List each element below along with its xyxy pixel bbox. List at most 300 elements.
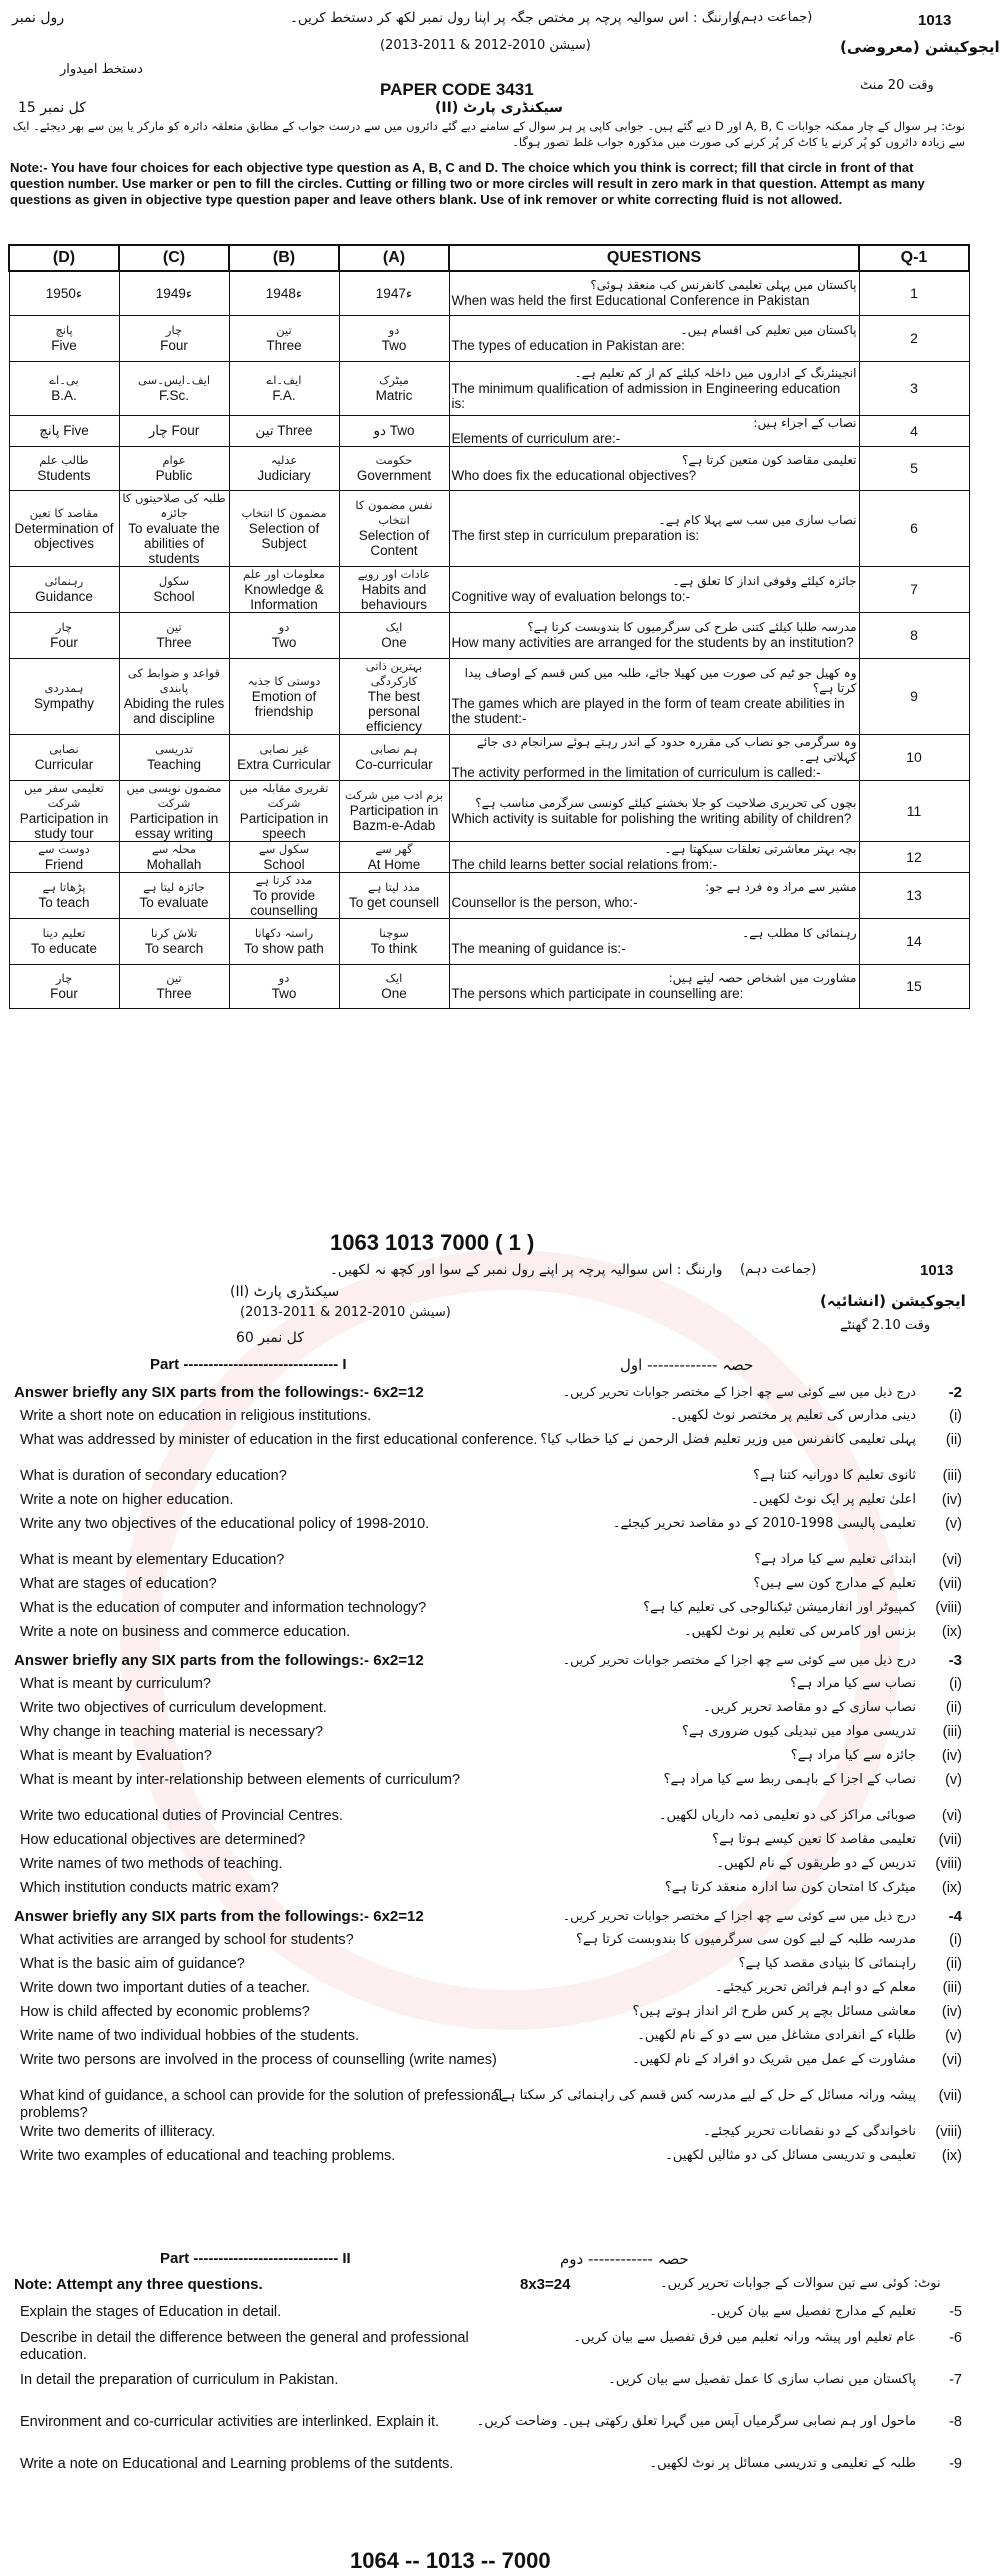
option-english: To get counsell — [348, 895, 440, 910]
question-english: When was held the first Educational Conference in Pakistan — [451, 293, 810, 309]
short-question — [0, 2028, 976, 2050]
question-english: Write name of two individual hobbies of the students. — [20, 2028, 360, 2044]
option-urdu: عوام — [162, 453, 186, 467]
short-question — [0, 2148, 976, 2170]
question-number: -6 — [949, 2330, 962, 2346]
short-question — [0, 1724, 976, 1746]
question-cell — [449, 872, 859, 918]
question-number: -9 — [949, 2456, 962, 2472]
question-urdu: اعلیٰ تعلیم پر ایک نوٹ لکھیں۔ — [751, 1492, 916, 1507]
question-english: Explain the stages of Education in detail. — [20, 2304, 282, 2320]
option-english: Three — [156, 635, 192, 650]
option-a — [339, 566, 449, 612]
option-english: Judiciary — [257, 468, 311, 483]
option-english: To show path — [244, 941, 324, 956]
question-english: What is duration of secondary education? — [20, 1468, 287, 1484]
option-d — [9, 415, 119, 446]
option-b — [229, 446, 339, 490]
short-question — [0, 1600, 976, 1622]
option-b — [229, 361, 339, 415]
paper-code: PAPER CODE 3431 — [380, 80, 534, 99]
question-number: 7 — [859, 566, 969, 612]
question-english: Which activity is suitable for polishing the writing ability of children? — [451, 810, 852, 826]
roman-number: (iii) — [942, 1468, 962, 1484]
option-english: Selection of Subject — [248, 520, 320, 551]
short-question — [0, 1576, 976, 1598]
question-english: Who does fix the educational objectives? — [451, 468, 697, 483]
option-a — [339, 361, 449, 415]
option-urdu: حکومت — [375, 453, 413, 467]
question-number: 15 — [859, 964, 969, 1008]
roman-number: (ix) — [941, 1880, 962, 1896]
question-number: 3 — [859, 361, 969, 415]
option-urdu: جائزہ لیتا ہے — [143, 880, 205, 894]
option-a — [339, 734, 449, 780]
option-b — [229, 315, 339, 361]
mcq-row — [9, 734, 969, 780]
question-urdu: مشاورت کے عمل میں شریک دو افراد کے نام لکھیں۔ — [631, 2052, 916, 2067]
section-title-urdu: درج ذیل میں سے کوئی سے چھ اجزا کے مختصر جوابات تحریر کریں۔ — [562, 1908, 916, 1923]
question-number: 10 — [859, 734, 969, 780]
option-a — [339, 872, 449, 918]
option-urdu: تین — [166, 620, 182, 634]
question-urdu: انجینئرنگ کے اداروں میں داخلہ کیلئے کم از کم تعلیم ہے۔ — [574, 365, 857, 380]
option-english: Students — [37, 468, 91, 483]
option-urdu: بزم ادب میں شرکت — [345, 788, 443, 802]
mcq-header-row — [9, 245, 969, 271]
header-questions: QUESTIONS — [449, 245, 859, 271]
short-question — [0, 2088, 976, 2121]
question-urdu: نصاب سے کیا مراد ہے؟ — [790, 1676, 916, 1691]
option-b — [229, 612, 339, 658]
question-urdu: ماحول اور ہم نصابی سرگرمیاں آپس میں گہرا تعلق رکھتی ہیں۔ وضاحت کریں۔ — [476, 2414, 916, 2429]
option-urdu: بہترین ذاتی کارکردگی — [365, 658, 423, 688]
option-text: 1948ء — [265, 285, 303, 301]
option-c — [119, 361, 229, 415]
question-urdu: تعلیمی پالیسی 1998-2010 کے دو مقاصد تحریر کیجئے۔ — [612, 1516, 916, 1531]
option-urdu: راستہ دکھانا — [254, 926, 314, 940]
option-urdu: دو — [278, 620, 290, 634]
question-english: Write any two objectives of the educational policy of 1998-2010. — [20, 1516, 430, 1532]
option-d — [9, 780, 119, 841]
question-english: Write two objectives of curriculum development. — [20, 1700, 327, 1716]
option-urdu: دوستی کا جذبہ — [247, 673, 321, 688]
question-english: The child learns better social relations from:- — [451, 856, 718, 872]
option-a — [339, 315, 449, 361]
option-english: Sympathy — [33, 696, 95, 711]
option-english: Teaching — [146, 757, 202, 772]
question-cell — [449, 841, 859, 872]
option-english: Participation in essay writing — [129, 810, 219, 841]
mcq-row — [9, 872, 969, 918]
question-english: What is meant by inter-relationship between elements of curriculum? — [20, 1772, 461, 1788]
option-c — [119, 612, 229, 658]
question-english: Write two persons are involved in the process of counselling (write names) — [20, 2052, 497, 2068]
header-d: (D) — [9, 245, 119, 271]
question-urdu: پیشہ ورانہ مسائل کے حل کے لیے مدرسہ کس قسم کی راہنمائی کر سکتا ہے؟ — [493, 2088, 916, 2103]
question-number: 4 — [859, 415, 969, 446]
question-urdu: نصاب سازی میں سب سے پہلا کام ہے۔ — [658, 513, 857, 527]
option-english: School — [153, 589, 195, 604]
question-english: In detail the preparation of curriculum in Pakistan. — [20, 2372, 339, 2388]
question-cell — [449, 918, 859, 964]
short-question — [0, 1408, 976, 1430]
option-urdu: سوچنا — [379, 926, 409, 940]
question-urdu: بزنس اور کامرس کی تعلیم پر نوٹ لکھیں۔ — [684, 1624, 916, 1639]
option-d — [9, 658, 119, 734]
option-urdu: تعلیمی سفر میں شرکت — [24, 780, 104, 810]
option-urdu: طلبہ کی صلاحیتوں کا جائزہ — [122, 490, 226, 520]
option-urdu: تلاش کرنا — [150, 926, 198, 940]
question-urdu: عام تعلیم اور پیشہ ورانہ تعلیم میں فرق تفصیل سے بیان کریں۔ — [573, 2330, 916, 2345]
question-urdu: راہنمائی کا بنیادی مقصد کیا ہے؟ — [738, 1956, 916, 1971]
roman-number: (vii) — [938, 2088, 962, 2104]
roman-number: (viii) — [935, 1856, 962, 1872]
roman-number: (iv) — [941, 1492, 962, 1508]
option-urdu: تعلیم دینا — [42, 926, 86, 940]
question-urdu: ابتدائی تعلیم سے کیا مراد ہے؟ — [754, 1552, 916, 1567]
section-title: Answer briefly any SIX parts from the followings:- 6x2=12 — [14, 1652, 424, 1669]
part2-heading: Part ----------------------------- II — [160, 2250, 351, 2267]
question-urdu: بچہ بہتر معاشرتی تعلقات سیکھتا ہے۔ — [664, 841, 857, 856]
roman-number: (v) — [945, 2028, 962, 2044]
option-english: Four — [160, 338, 188, 353]
option-b — [229, 734, 339, 780]
paper2-marks: کل نمبر 60 — [236, 1330, 304, 1346]
option-english: To teach — [38, 895, 90, 910]
paper2-code: 1013 — [920, 1262, 954, 1279]
question-english: How educational objectives are determined? — [20, 1832, 306, 1848]
option-d — [9, 446, 119, 490]
option-english: F.A. — [272, 388, 296, 403]
option-english: F.Sc. — [158, 388, 189, 403]
option-text: 1949ء — [155, 285, 193, 301]
option-c — [119, 315, 229, 361]
option-urdu: ہمدردی — [44, 681, 84, 695]
mcq-row — [9, 361, 969, 415]
mcq-row — [9, 612, 969, 658]
option-d — [9, 964, 119, 1008]
part1-heading: Part ------------------------------- I — [150, 1356, 347, 1373]
question-english: Write a short note on education in religious institutions. — [20, 1408, 372, 1424]
question-english: What is meant by Evaluation? — [20, 1748, 212, 1764]
option-c — [119, 490, 229, 566]
option-urdu: عادات اور رویے — [357, 566, 431, 581]
option-english: Three — [266, 338, 302, 353]
question-english: Write two examples of educational and teaching problems. — [20, 2148, 396, 2164]
option-d — [9, 918, 119, 964]
paper2-part-label: سیکنڈری پارٹ (II) — [230, 1284, 340, 1300]
part2-marks: 8x3=24 — [520, 2276, 571, 2293]
part2-heading-urdu: حصہ ------------ دوم — [560, 2250, 689, 2268]
question-urdu: جائزہ سے کیا مراد ہے؟ — [790, 1748, 916, 1763]
question-cell — [449, 415, 859, 446]
option-english: Public — [155, 468, 193, 483]
option-urdu: مقاصد کا تعین — [29, 505, 99, 520]
question-urdu: نصاب کے اجزاء ہیں: — [753, 415, 857, 430]
option-urdu: تقریری مقابلہ میں شرکت — [239, 780, 329, 810]
roman-number: (vi) — [941, 2052, 962, 2068]
option-urdu: قواعد و ضوابط کی پابندی — [127, 666, 221, 695]
option-d — [9, 490, 119, 566]
paper1-class: (جماعت دہم) — [736, 10, 813, 25]
option-english: One — [381, 635, 407, 650]
option-a — [339, 658, 449, 734]
question-number: 6 — [859, 490, 969, 566]
long-question — [0, 2414, 976, 2436]
question-english: The minimum qualification of admission in Engineering education is: — [451, 380, 841, 411]
question-urdu: معاشی مسائل بچے پر کس طرح اثر انداز ہوتے ہیں؟ — [632, 2004, 916, 2019]
mcq-row — [9, 918, 969, 964]
option-urdu: چار — [55, 971, 73, 985]
short-question — [0, 1808, 976, 1830]
question-number: 8 — [859, 612, 969, 658]
question-urdu: مدرسہ طلبا کیلئے کتنی طرح کی سرگرمیوں کا بندوبست کرتا ہے؟ — [527, 620, 857, 634]
question-english: Cognitive way of evaluation belongs to:- — [451, 589, 691, 604]
question-urdu: تعلیمی و تدریسی مسائل کی دو مثالیں لکھیں۔ — [665, 2148, 916, 2163]
question-english: Write two educational duties of Provincial Centres. — [20, 1808, 343, 1824]
short-question — [0, 1552, 976, 1574]
option-english: Selection of Content — [358, 528, 430, 558]
roman-number: (iv) — [941, 1748, 962, 1764]
question-english: How is child affected by economic problems? — [20, 2004, 310, 2020]
option-english: Mohallah — [146, 856, 202, 872]
question-cell — [449, 658, 859, 734]
short-question — [0, 1932, 976, 1954]
option-english: The best personal efficiency — [365, 688, 423, 734]
option-urdu: گھر سے — [375, 841, 413, 856]
question-urdu: رہنمائی کا مطلب ہے۔ — [742, 926, 857, 940]
question-english: What is meant by elementary Education? — [20, 1552, 285, 1568]
option-english: Determination of objectives — [14, 520, 114, 551]
option-d — [9, 872, 119, 918]
option-urdu: مضمون نویسی میں شرکت — [126, 780, 222, 810]
paper1-part: سیکنڈری پارٹ (II) — [435, 100, 563, 116]
option-c — [119, 780, 229, 841]
roman-number: (iv) — [941, 2004, 962, 2020]
option-a — [339, 780, 449, 841]
option-a — [339, 446, 449, 490]
question-cell — [449, 780, 859, 841]
mcq-row — [9, 446, 969, 490]
option-c — [119, 872, 229, 918]
option-urdu: تین — [166, 971, 182, 985]
roman-number: (v) — [945, 1516, 962, 1532]
part1-heading-urdu: حصہ ------------- اول — [620, 1356, 754, 1374]
option-text: تین Three — [255, 423, 313, 438]
option-urdu: سکول — [158, 574, 190, 588]
mcq-table — [8, 244, 970, 1009]
question-cell — [449, 490, 859, 566]
option-a — [339, 415, 449, 446]
long-question — [0, 2304, 976, 2326]
option-urdu: ہم نصابی — [370, 742, 418, 756]
roman-number: (vii) — [938, 1832, 962, 1848]
question-english: Environment and co-curricular activities are interlinked. Explain it. — [20, 2414, 440, 2430]
option-c — [119, 271, 229, 315]
question-urdu: تدریس کے دو طریقوں کے نام لکھیں۔ — [716, 1856, 916, 1871]
paper1-code: 1013 — [918, 12, 952, 29]
option-text: چار Four — [148, 423, 200, 438]
paper2-session: (سیشن 2010-2012 & 2011-2013) — [240, 1305, 451, 1320]
option-english: Government — [356, 468, 432, 483]
question-english: The first step in curriculum preparation is: — [451, 528, 700, 543]
section-title-urdu: درج ذیل میں سے کوئی سے چھ اجزا کے مختصر جوابات تحریر کریں۔ — [562, 1652, 916, 1667]
option-english: To think — [370, 941, 418, 956]
option-urdu: ایف۔اے — [266, 373, 302, 387]
option-b — [229, 872, 339, 918]
question-urdu: جائزہ کیلئے وقوفی انداز کا تعلق ہے۔ — [672, 574, 857, 588]
roman-number: (vii) — [938, 1576, 962, 1592]
section-title: Answer briefly any SIX parts from the followings:- 6x2=12 — [14, 1384, 424, 1401]
option-c — [119, 415, 229, 446]
option-d — [9, 361, 119, 415]
option-urdu: میٹرک — [379, 373, 409, 387]
option-english: Two — [271, 986, 297, 1001]
option-english: Three — [156, 986, 192, 1001]
roman-number: (i) — [949, 1932, 962, 1948]
option-urdu: ایک — [385, 620, 403, 634]
question-cell — [449, 315, 859, 361]
short-question — [0, 1468, 976, 1490]
option-urdu: پڑھاتا ہے — [42, 880, 86, 894]
option-d — [9, 271, 119, 315]
question-urdu: نصاب کے اجزا کے باہمی ربط سے کیا مراد ہے؟ — [663, 1772, 916, 1787]
option-urdu: مضمون کا انتخاب — [241, 505, 327, 520]
option-urdu: رہنمائی — [44, 574, 84, 588]
instructions-note: Note:- You have four choices for each objective type question as A, B, C and D. The choice which you think is correct; fill that circle in front of that question number. Use marker or pen to fill the circles. Cutting or filling two or more circles will result in zero mark in that question. Attempt as many questions as given in objective type question paper and leave others blank. Use of ink remover or white correcting fluid is not allowed. — [10, 160, 925, 207]
section-title: Answer briefly any SIX parts from the followings:- 6x2=12 — [14, 1908, 424, 1925]
question-urdu: مدرسہ طلبہ کے لیے کون سی سرگرمیوں کا بندوبست کرتا ہے؟ — [576, 1932, 916, 1947]
option-english: Four — [50, 635, 78, 650]
question-urdu: طلباء کے انفرادی مشاغل میں سے دو کے نام لکھیں۔ — [637, 2028, 916, 2043]
question-english: Write two demerits of illiteracy. — [20, 2124, 216, 2140]
question-cell — [449, 612, 859, 658]
question-urdu: مشیر سے مراد وہ فرد ہے جو: — [705, 880, 857, 894]
question-number: 5 — [859, 446, 969, 490]
question-urdu: بچوں کی تحریری صلاحیت کو جلا بخشنے کیلئے کونسی سرگرمی مناسب ہے؟ — [475, 795, 857, 810]
candidate-signature-label: دستخط امیدوار — [60, 62, 143, 77]
question-cell — [449, 446, 859, 490]
option-urdu: چار — [165, 323, 183, 337]
option-a — [339, 918, 449, 964]
option-c — [119, 918, 229, 964]
option-urdu: دو — [278, 971, 290, 985]
option-urdu: پانچ — [55, 323, 73, 337]
question-urdu: صوبائی مراکز کی دو تعلیمی ذمہ داریاں لکھیں۔ — [658, 1808, 916, 1823]
urdu-note: نوٹ: ہر سوال کے چار ممکنہ جوابات A, B, C اور D دیے گئے ہیں۔ جوابی کاپی پر ہر سوال کے سامنے دیے گئے دائروں میں سے درست جواب کے مطابق متعلقہ دائرہ کو مارکر یا پین سے بھر دیجئے۔ ایک سے زیادہ دائروں کو پُر کرنے یا کاٹ کر پُر کرنے کی صورت میں مذکورہ جواب غلط تصور ہوگا۔ — [12, 119, 965, 149]
option-urdu: بی۔اے — [49, 373, 79, 387]
short-question — [0, 2004, 976, 2026]
option-urdu: محلہ سے — [151, 841, 197, 856]
option-urdu: طالب علم — [39, 453, 89, 467]
option-urdu: تین — [276, 323, 292, 337]
question-number: -5 — [949, 2304, 962, 2320]
option-english: To educate — [30, 941, 98, 956]
option-urdu: چار — [55, 620, 73, 634]
option-english: Participation in Bazm-e-Adab — [349, 803, 439, 833]
question-english: Describe in detail the difference between the general and professional education. — [20, 2330, 469, 2363]
question-english: The meaning of guidance is:- — [451, 941, 626, 956]
question-english: Counsellor is the person, who:- — [451, 895, 638, 910]
roll-number-label: رول نمبر — [12, 10, 65, 26]
question-urdu: وہ سرگرمی جو نصاب کی مقررہ حدود کے اندر رہتے ہوئے سرانجام دی جائے کہلاتی ہے۔ — [476, 734, 857, 764]
option-english: Five — [51, 338, 77, 353]
short-question — [0, 1700, 976, 1722]
option-english: Extra Curricular — [237, 757, 331, 772]
question-urdu: تعلیم کے مدارج تفصیل سے بیان کریں۔ — [709, 2304, 916, 2319]
question-english: The games which are played in the form of team create abilities in the student:- — [451, 696, 845, 726]
roman-number: (ii) — [945, 1956, 962, 1972]
question-urdu: پاکستان میں تعلیم کی اقسام ہیں۔ — [680, 323, 857, 337]
question-urdu: طلبہ کے تعلیمی و تدریسی مسائل پر نوٹ لکھیں۔ — [649, 2456, 916, 2471]
question-urdu: ناخواندگی کے دو نقصانات تحریر کیجئے۔ — [703, 2124, 916, 2139]
question-urdu: مشاورت میں اشخاص حصہ لیتے ہیں: — [668, 971, 857, 985]
long-question — [0, 2456, 976, 2478]
question-english: Write a note on higher education. — [20, 1492, 234, 1508]
option-urdu: تدریسی — [155, 742, 193, 756]
option-a — [339, 612, 449, 658]
option-b — [229, 964, 339, 1008]
short-question — [0, 1676, 976, 1698]
option-english: At Home — [367, 856, 421, 872]
option-english: Habits and behaviours — [360, 581, 428, 612]
option-text: پانچ Five — [39, 423, 89, 438]
option-english: School — [263, 856, 305, 872]
option-urdu: غیر نصابی — [259, 742, 309, 756]
option-text: دو Two — [373, 423, 415, 438]
option-english: Guidance — [35, 589, 93, 604]
paper2-footer-code: 1064 -- 1013 -- 7000 — [350, 2548, 551, 2573]
option-a — [339, 964, 449, 1008]
option-english: Co-curricular — [355, 757, 433, 772]
option-c — [119, 658, 229, 734]
header-qnum: Q-1 — [859, 245, 969, 271]
option-c — [119, 841, 229, 872]
short-question — [0, 1748, 976, 1770]
question-cell — [449, 361, 859, 415]
mcq-row — [9, 490, 969, 566]
question-english: Elements of curriculum are:- — [451, 430, 621, 446]
option-english: Matric — [375, 388, 413, 403]
option-b — [229, 490, 339, 566]
header-b: (B) — [229, 245, 339, 271]
question-english: What is meant by curriculum? — [20, 1676, 211, 1692]
option-english: Two — [271, 635, 297, 650]
short-question — [0, 1980, 976, 2002]
option-b — [229, 658, 339, 734]
question-english: Write a note on business and commerce education. — [20, 1624, 351, 1640]
option-urdu: نفس مضمون کا انتخاب — [355, 498, 433, 527]
option-c — [119, 566, 229, 612]
question-english: Which institution conducts matric exam? — [20, 1880, 279, 1896]
question-number: 9 — [859, 658, 969, 734]
roman-number: (i) — [949, 1676, 962, 1692]
question-number: -7 — [949, 2372, 962, 2388]
question-number: 2 — [859, 315, 969, 361]
question-urdu: تدریسی مواد میں تبدیلی کیوں ضروری ہے؟ — [682, 1724, 916, 1739]
question-urdu: پاکستان میں پہلی تعلیمی کانفرنس کب منعقد ہوئی؟ — [590, 278, 857, 293]
question-english: What was addressed by minister of education in the first educational conference. — [20, 1432, 538, 1448]
option-d — [9, 315, 119, 361]
option-b — [229, 780, 339, 841]
section-number: -3 — [948, 1652, 962, 1669]
question-urdu: میٹرک کا امتحان کون سا ادارہ منعقد کرتا ہے؟ — [664, 1880, 916, 1895]
option-english: Emotion of friendship — [251, 688, 317, 719]
mcq-row — [9, 964, 969, 1008]
roman-number: (vi) — [941, 1552, 962, 1568]
section-title-urdu: درج ذیل میں سے کوئی سے چھ اجزا کے مختصر جوابات تحریر کریں۔ — [562, 1384, 916, 1399]
